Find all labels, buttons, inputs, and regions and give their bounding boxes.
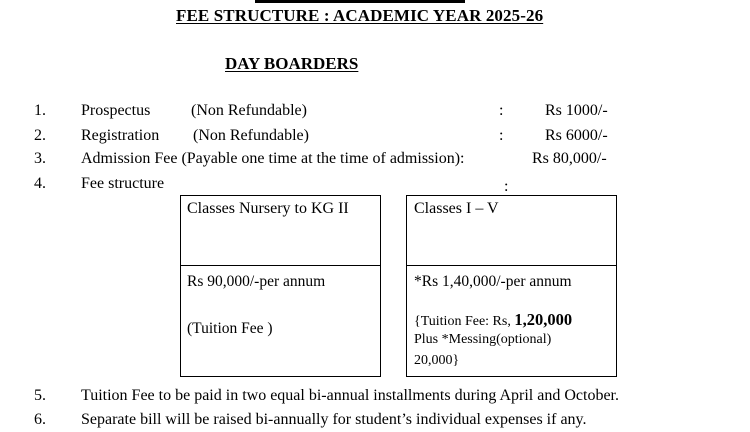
item-label: Admission Fee (Payable one time at the time of admission):	[81, 150, 465, 167]
item-colon: :	[499, 102, 504, 119]
item-label: Prospectus	[81, 102, 151, 119]
item-number: 2.	[34, 127, 46, 144]
item-number: 1.	[34, 102, 46, 119]
fee-table-col1-note: (Tuition Fee )	[187, 320, 273, 337]
item-amount: Rs 1000/-	[545, 102, 608, 119]
item-number: 3.	[34, 150, 46, 167]
item-amount: Rs 6000/-	[545, 127, 608, 144]
item-number: 6.	[34, 411, 46, 428]
item-number: 5.	[34, 387, 46, 404]
fee-table-col2-note-line2: Plus *Messing(optional)	[414, 332, 552, 347]
fee-table-col1-amount: Rs 90,000/-per annum	[187, 273, 326, 290]
item-colon: :	[499, 127, 504, 144]
fee-table-col2-amount: *Rs 1,40,000/-per annum	[414, 273, 572, 290]
fee-table-col2-note-prefix: {Tuition Fee: Rs,	[414, 314, 511, 329]
fee-table-col2-note-line1	[414, 310, 572, 330]
fee-table-col1-header: Classes Nursery to KG II	[187, 200, 349, 217]
item-label: Separate bill will be raised bi-annually for student’s individual expenses if any.	[81, 411, 587, 428]
item-amount: Rs 80,000/-	[532, 150, 607, 167]
fee-table-col2-tuition-amount: 1,20,000	[514, 310, 573, 329]
page-title: FEE STRUCTURE : ACADEMIC YEAR 2025-26	[176, 6, 544, 25]
item-note: (Non Refundable)	[191, 102, 307, 119]
item-note: (Non Refundable)	[193, 127, 309, 144]
fee-table-col1-header-cell	[180, 195, 381, 266]
item-label: Tuition Fee to be paid in two equal bi-annual installments during April and October.	[81, 387, 619, 404]
top-rule	[255, 0, 465, 3]
item-label: Fee structure	[81, 175, 165, 192]
section-title: DAY BOARDERS	[225, 54, 359, 73]
fee-table-col2-note-line3: 20,000}	[414, 353, 460, 368]
fee-table-col2-header: Classes I – V	[414, 200, 499, 217]
item-colon: :	[504, 178, 509, 195]
item-label: Registration	[81, 127, 160, 144]
fee-table-col2-header-cell	[406, 195, 617, 266]
item-number: 4.	[34, 175, 46, 192]
fee-table-col1-body-cell	[180, 265, 381, 377]
fee-table-col2-body-cell	[406, 265, 617, 377]
